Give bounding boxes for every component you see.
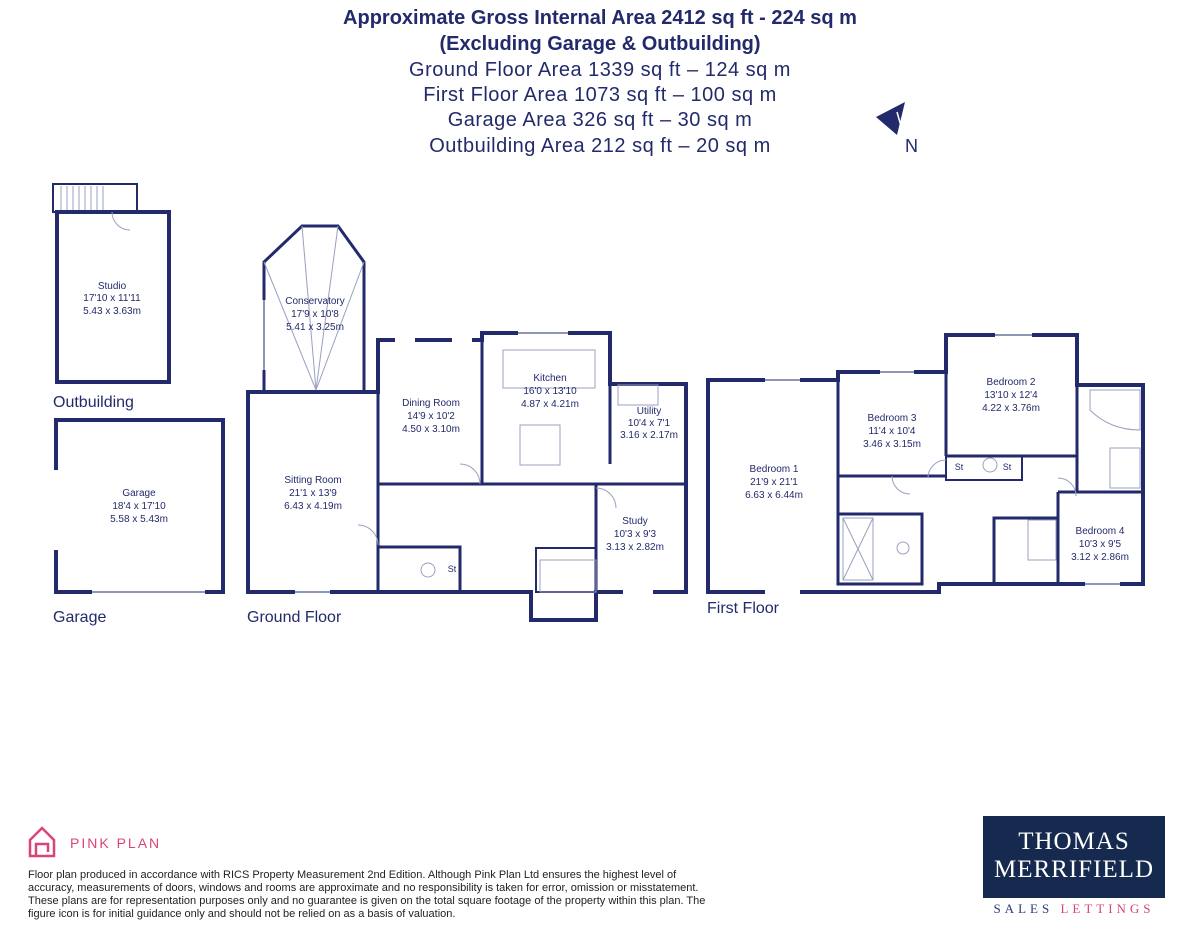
room-name: Studio xyxy=(97,281,127,292)
room-study xyxy=(606,516,664,553)
pink-plan-brand: PINK PLAN xyxy=(70,835,162,851)
agent-logo[interactable] xyxy=(983,816,1165,898)
room-bedroom4 xyxy=(1071,526,1129,563)
room-name: Bedroom 2 xyxy=(986,377,1036,388)
room-imperial: 10'3 x 9'3 xyxy=(613,529,657,540)
room-garage xyxy=(110,488,168,525)
room-name: Bedroom 3 xyxy=(867,413,917,424)
room-imperial: 17'9 x 10'8 xyxy=(291,309,339,320)
gross-area-subtitle: (Excluding Garage & Outbuilding) xyxy=(439,33,761,55)
room-imperial: 10'3 x 9'5 xyxy=(1078,539,1122,550)
garage-area: Garage Area 326 sq ft – 30 sq m xyxy=(447,109,753,131)
agent-services xyxy=(983,901,1165,917)
room-sitting xyxy=(284,475,342,512)
room-imperial: 14'9 x 10'2 xyxy=(407,411,455,422)
room-name: Conservatory xyxy=(285,296,345,307)
disclaimer-text: Floor plan produced in accordance with RICS Property Measurement 2nd Edition. Although Pink Plan Ltd ensures the highest level of accuracy, measurements of doors, windows and rooms are approximate and no responsibility is taken for error, omission or misstatement. These plans are for representation purposes only and no guarantee is given on the total square footage of the property within this plan. The figure icon is for initial guidance only and should not be relied on as a basis of valuation. xyxy=(28,869,706,920)
room-conservatory xyxy=(285,296,344,333)
room-imperial: 21'9 x 21'1 xyxy=(750,477,798,488)
floor-label-first: First Floor xyxy=(707,600,779,617)
store-label-first-b: St xyxy=(1002,462,1012,472)
room-imperial: 21'1 x 13'9 xyxy=(289,488,337,499)
room-imperial: 17'10 x 11'11 xyxy=(83,293,141,304)
ground-floor-walls xyxy=(248,226,686,620)
room-imperial: 13'10 x 12'4 xyxy=(984,390,1038,401)
room-studio xyxy=(83,281,141,317)
room-name: Dining Room xyxy=(402,398,460,409)
room-metric: 4.50 x 3.10m xyxy=(402,424,460,435)
room-name: Sitting Room xyxy=(284,475,342,486)
room-metric: 5.43 x 3.63m xyxy=(83,306,141,317)
agent-sales: SALES xyxy=(993,901,1054,916)
room-name: Study xyxy=(622,516,648,527)
room-metric: 3.13 x 2.82m xyxy=(606,542,664,553)
room-imperial: 10'4 x 7'1 xyxy=(627,418,671,429)
floor-label-garage: Garage xyxy=(53,609,107,626)
room-imperial: 18'4 x 17'10 xyxy=(112,501,166,512)
pink-plan-house-icon xyxy=(30,828,54,856)
room-bedroom2 xyxy=(982,377,1040,414)
room-metric: 4.87 x 4.21m xyxy=(521,399,579,410)
gross-area-title: Approximate Gross Internal Area 2412 sq ft - 224 sq m xyxy=(343,7,857,29)
store-label-ground: St xyxy=(447,564,457,574)
outbuilding-area: Outbuilding Area 212 sq ft – 20 sq m xyxy=(429,135,771,157)
compass-letter: N xyxy=(905,136,918,156)
room-kitchen xyxy=(521,373,579,410)
agent-name-line1: THOMAS xyxy=(1018,828,1130,855)
room-utility xyxy=(620,406,678,441)
room-name: Kitchen xyxy=(533,373,567,384)
compass-icon xyxy=(876,102,918,156)
room-metric: 5.41 x 3.25m xyxy=(286,322,344,333)
room-name: Bedroom 1 xyxy=(749,464,799,475)
room-bedroom1 xyxy=(745,464,803,501)
room-imperial: 16'0 x 13'10 xyxy=(523,386,577,397)
room-metric: 6.43 x 4.19m xyxy=(284,501,342,512)
room-name: Utility xyxy=(636,406,662,417)
room-metric: 3.12 x 2.86m xyxy=(1071,552,1129,563)
room-dining xyxy=(402,398,460,435)
room-name: Bedroom 4 xyxy=(1075,526,1125,537)
agent-name-line2: MERRIFIELD xyxy=(994,856,1154,883)
agent-lettings: LETTINGS xyxy=(1060,901,1155,916)
room-bedroom3 xyxy=(863,413,921,450)
room-imperial: 11'4 x 10'4 xyxy=(868,426,916,437)
store-label-first-a: St xyxy=(954,462,964,472)
room-name: Garage xyxy=(122,488,156,499)
room-metric: 5.58 x 5.43m xyxy=(110,514,168,525)
room-metric: 4.22 x 3.76m xyxy=(982,403,1040,414)
floor-label-outbuilding: Outbuilding xyxy=(53,394,134,411)
first-floor-area: First Floor Area 1073 sq ft – 100 sq m xyxy=(423,84,777,106)
room-metric: 3.46 x 3.15m xyxy=(863,439,921,450)
room-metric: 6.63 x 6.44m xyxy=(745,490,803,501)
ground-floor-area: Ground Floor Area 1339 sq ft – 124 sq m xyxy=(409,59,791,81)
room-metric: 3.16 x 2.17m xyxy=(620,430,678,441)
floor-label-ground: Ground Floor xyxy=(247,609,342,626)
